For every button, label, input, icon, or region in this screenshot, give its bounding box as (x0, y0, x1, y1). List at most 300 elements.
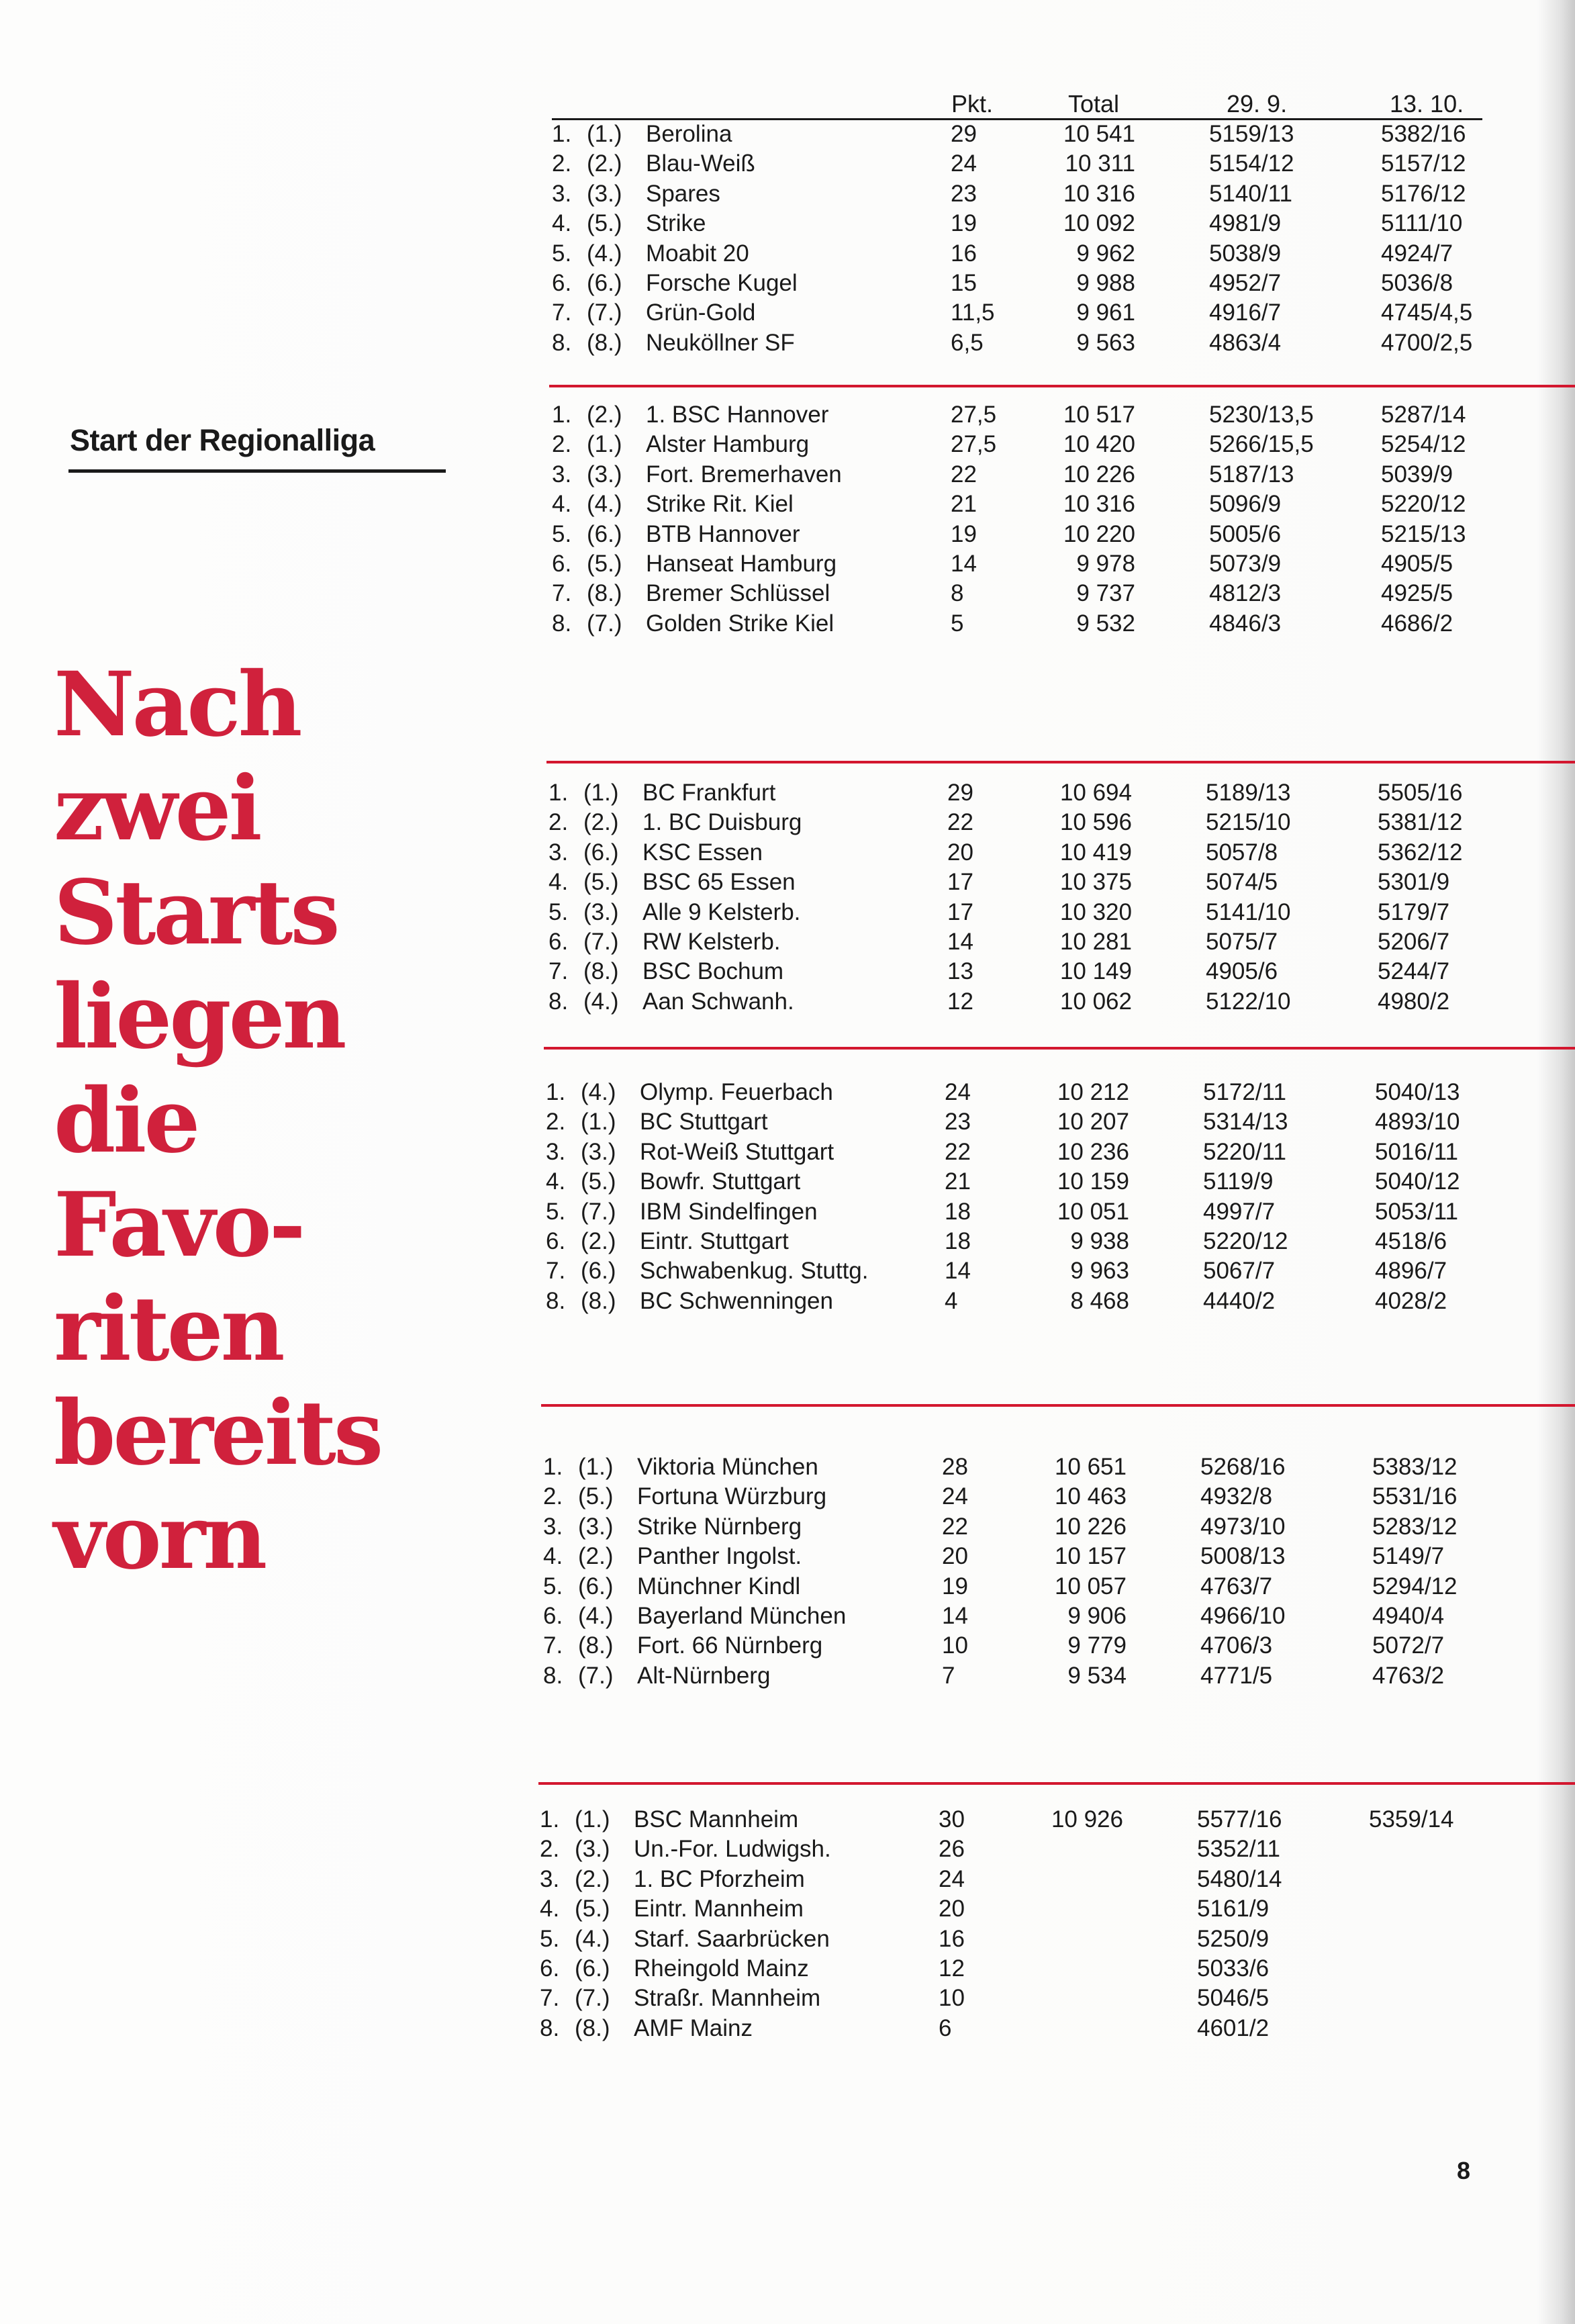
cell-r1: 5352/11 (1197, 1836, 1280, 1863)
cell-r2: 4940/4 (1372, 1603, 1445, 1629)
table-row (0, 868, 1572, 897)
cell-pkt: 7 (942, 1662, 955, 1689)
cell-pkt: 22 (951, 461, 977, 487)
cell-team: Olymp. Feuerbach (640, 1079, 833, 1105)
table-row (0, 1954, 1563, 1984)
cell-team: Rheingold Mainz (634, 1955, 809, 1982)
cell-prev: (1.) (583, 780, 619, 806)
table-row (0, 838, 1572, 868)
cell-r2: 5053/11 (1375, 1198, 1458, 1225)
cell-total: 10 212 (1057, 1079, 1129, 1105)
cell-r1: 5008/13 (1200, 1543, 1286, 1570)
table-row (0, 298, 1575, 328)
header-total: Total (1068, 90, 1120, 118)
cell-rank: 8. (552, 610, 572, 637)
cell-rank: 1. (540, 1806, 560, 1832)
cell-team: Neuköllner SF (646, 329, 795, 356)
cell-prev: (2.) (578, 1543, 614, 1570)
cell-pkt: 20 (939, 1896, 965, 1922)
cell-prev: (4.) (587, 240, 622, 267)
cell-team: Bayerland München (637, 1603, 847, 1629)
cell-r1: 5314/13 (1203, 1109, 1288, 1135)
cell-r1: 4905/6 (1206, 958, 1278, 985)
cell-total: 10 159 (1057, 1168, 1129, 1195)
cell-r2: 4905/5 (1381, 551, 1453, 577)
cell-total: 10 541 (1063, 121, 1135, 147)
cell-team: BSC 65 Essen (642, 869, 796, 896)
cell-team: 1. BSC Hannover (646, 402, 829, 428)
cell-prev: (6.) (587, 520, 622, 547)
cell-team: BC Schwenningen (640, 1287, 833, 1314)
table-row (0, 209, 1575, 238)
cell-r1: 5268/16 (1200, 1454, 1286, 1480)
cell-team: Bowfr. Stuttgart (640, 1168, 801, 1195)
table-row (0, 579, 1575, 608)
cell-r1: 5075/7 (1206, 929, 1278, 955)
table-row (0, 1894, 1563, 1924)
cell-pkt: 20 (942, 1543, 968, 1570)
cell-team: BC Frankfurt (642, 780, 776, 806)
cell-total: 9 961 (1076, 299, 1135, 326)
cell-r1: 5159/13 (1209, 121, 1294, 147)
cell-r1: 4952/7 (1209, 270, 1282, 296)
cell-total: 10 207 (1057, 1109, 1129, 1135)
cell-prev: (2.) (583, 809, 619, 836)
cell-total: 9 737 (1076, 580, 1135, 607)
cell-r1: 5480/14 (1197, 1865, 1282, 1892)
cell-prev: (2.) (587, 150, 622, 177)
table-row (0, 1542, 1566, 1571)
cell-pkt: 12 (939, 1955, 965, 1982)
cell-rank: 4. (548, 869, 569, 896)
cell-r2: 5381/12 (1378, 809, 1463, 836)
cell-r1: 5046/5 (1197, 1985, 1270, 2012)
cell-r2: 4893/10 (1375, 1109, 1460, 1135)
cell-r1: 5057/8 (1206, 839, 1278, 866)
cell-total: 10 311 (1065, 150, 1135, 177)
divider-rule (544, 1047, 1575, 1050)
cell-prev: (7.) (581, 1198, 616, 1225)
cell-r1: 5140/11 (1209, 180, 1292, 207)
cell-r2: 5383/12 (1372, 1454, 1458, 1480)
table-row (0, 1287, 1569, 1316)
cell-rank: 5. (552, 520, 572, 547)
cell-pkt: 14 (951, 551, 977, 577)
table-row (0, 927, 1572, 957)
cell-rank: 7. (546, 1258, 566, 1285)
cell-team: Schwabenkug. Stuttg. (640, 1258, 869, 1285)
cell-r1: 5073/9 (1209, 551, 1282, 577)
cell-rank: 5. (552, 240, 572, 267)
cell-prev: (6.) (581, 1258, 616, 1285)
table-row (0, 1984, 1563, 2013)
cell-r1: 4763/7 (1200, 1573, 1273, 1599)
cell-pkt: 8 (951, 580, 964, 607)
cell-team: Eintr. Mannheim (634, 1896, 804, 1922)
table-row (0, 520, 1575, 549)
cell-prev: (2.) (587, 402, 622, 428)
table-row (0, 1137, 1569, 1167)
cell-rank: 5. (548, 898, 569, 925)
section-subheading: Start der Regionalliga (70, 423, 375, 457)
cell-prev: (8.) (581, 1287, 616, 1314)
cell-rank: 8. (546, 1287, 566, 1314)
cell-prev: (6.) (575, 1955, 610, 1982)
cell-r1: 5005/6 (1209, 520, 1282, 547)
cell-team: RW Kelsterb. (642, 929, 781, 955)
cell-r2: 5036/8 (1381, 270, 1453, 296)
table-row (0, 1197, 1569, 1227)
cell-pkt: 30 (939, 1806, 965, 1832)
cell-total: 10 057 (1054, 1573, 1127, 1599)
cell-r1: 5215/10 (1206, 809, 1291, 836)
cell-pkt: 24 (945, 1079, 971, 1105)
table-row (0, 1512, 1566, 1542)
cell-rank: 5. (546, 1198, 566, 1225)
cell-total: 9 906 (1067, 1603, 1127, 1629)
cell-pkt: 24 (942, 1483, 968, 1510)
cell-rank: 1. (548, 780, 569, 806)
headline-line: liegen (54, 965, 344, 1069)
cell-pkt: 28 (942, 1454, 968, 1480)
cell-r2: 5283/12 (1372, 1513, 1458, 1540)
cell-team: AMF Mainz (634, 2014, 753, 2041)
table-row (0, 328, 1575, 358)
cell-pkt: 4 (945, 1287, 958, 1314)
headline-line: die (54, 1069, 198, 1173)
cell-total: 10 092 (1063, 210, 1135, 237)
cell-r2: 5206/7 (1378, 929, 1450, 955)
cell-pkt: 29 (947, 780, 973, 806)
cell-pkt: 14 (945, 1258, 971, 1285)
table-row (0, 179, 1575, 209)
cell-r2: 4745/4,5 (1381, 299, 1473, 326)
cell-pkt: 18 (945, 1228, 971, 1254)
cell-pkt: 22 (947, 809, 973, 836)
cell-pkt: 6,5 (951, 329, 984, 356)
cell-total: 10 316 (1063, 491, 1135, 518)
cell-team: BTB Hannover (646, 520, 800, 547)
cell-r2: 4896/7 (1375, 1258, 1447, 1285)
table-row (0, 460, 1575, 490)
cell-total: 9 532 (1076, 610, 1135, 637)
headline-line: bereits (54, 1381, 381, 1485)
cell-r2: 5382/16 (1381, 121, 1466, 147)
table-row (0, 778, 1572, 808)
cell-pkt: 12 (947, 988, 973, 1015)
cell-rank: 5. (543, 1573, 563, 1599)
cell-team: Panther Ingolst. (637, 1543, 802, 1570)
cell-r1: 5187/13 (1209, 461, 1294, 487)
cell-r1: 4706/3 (1200, 1632, 1273, 1659)
cell-total: 10 062 (1059, 988, 1132, 1015)
cell-r1: 5067/7 (1203, 1258, 1276, 1285)
cell-team: Straßr. Mannheim (634, 1985, 821, 2012)
table-row (0, 1924, 1563, 1954)
cell-r2: 4924/7 (1381, 240, 1453, 267)
cell-total: 10 320 (1059, 898, 1132, 925)
cell-prev: (4.) (583, 988, 619, 1015)
cell-r1: 5122/10 (1206, 988, 1291, 1015)
cell-total: 9 563 (1076, 329, 1135, 356)
cell-r2: 5301/9 (1378, 869, 1450, 896)
cell-total: 10 694 (1059, 780, 1132, 806)
cell-pkt: 10 (942, 1632, 968, 1659)
cell-total: 10 463 (1054, 1483, 1127, 1510)
cell-prev: (6.) (578, 1573, 614, 1599)
table-row (0, 269, 1575, 298)
cell-prev: (3.) (578, 1513, 614, 1540)
cell-pkt: 10 (939, 1985, 965, 2012)
cell-team: Fort. 66 Nürnberg (637, 1632, 823, 1659)
cell-pkt: 16 (939, 1925, 965, 1952)
cell-team: 1. BC Duisburg (642, 809, 802, 836)
cell-rank: 1. (546, 1079, 566, 1105)
cell-r2: 5359/14 (1369, 1806, 1454, 1832)
cell-prev: (8.) (583, 958, 619, 985)
cell-pkt: 19 (951, 210, 977, 237)
cell-pkt: 27,5 (951, 402, 997, 428)
cell-r2: 5157/12 (1381, 150, 1466, 177)
cell-prev: (4.) (587, 491, 622, 518)
header-round2: 13. 10. (1390, 90, 1464, 118)
table-row (0, 1661, 1566, 1691)
cell-r1: 5033/6 (1197, 1955, 1270, 1982)
cell-total: 10 220 (1063, 520, 1135, 547)
cell-r2: 5111/10 (1381, 210, 1463, 237)
cell-prev: (6.) (587, 270, 622, 296)
cell-team: Strike Rit. Kiel (646, 491, 794, 518)
cell-pkt: 14 (942, 1603, 968, 1629)
cell-pkt: 24 (951, 150, 977, 177)
table-row (0, 400, 1575, 430)
divider-rule (538, 1782, 1575, 1785)
headline-line: Starts (54, 861, 338, 965)
cell-rank: 7. (552, 580, 572, 607)
cell-rank: 6. (552, 551, 572, 577)
cell-rank: 4. (546, 1168, 566, 1195)
cell-r1: 5154/12 (1209, 150, 1294, 177)
cell-total: 10 157 (1054, 1543, 1127, 1570)
cell-r1: 4997/7 (1203, 1198, 1276, 1225)
cell-pkt: 29 (951, 121, 977, 147)
cell-team: Münchner Kindl (637, 1573, 801, 1599)
cell-prev: (1.) (578, 1454, 614, 1480)
cell-team: BSC Bochum (642, 958, 784, 985)
cell-rank: 1. (543, 1454, 563, 1480)
cell-r1: 4966/10 (1200, 1603, 1286, 1629)
page-number: 8 (1457, 2157, 1471, 2184)
header-pkt: Pkt. (951, 90, 994, 118)
table-row (0, 1572, 1566, 1601)
table-row (0, 987, 1572, 1017)
cell-r2: 5362/12 (1378, 839, 1463, 866)
cell-prev: (3.) (587, 180, 622, 207)
cell-total: 10 596 (1059, 809, 1132, 836)
header-round1: 29. 9. (1227, 90, 1288, 118)
cell-r2: 5220/12 (1381, 491, 1466, 518)
table-row (0, 549, 1575, 579)
cell-team: Alle 9 Kelsterb. (642, 898, 801, 925)
table-row (0, 149, 1575, 179)
cell-r2: 5149/7 (1372, 1543, 1445, 1570)
cell-total: 9 978 (1076, 551, 1135, 577)
cell-r1: 5189/13 (1206, 780, 1291, 806)
cell-rank: 5. (540, 1925, 560, 1952)
cell-team: Bremer Schlüssel (646, 580, 830, 607)
cell-r2: 5072/7 (1372, 1632, 1445, 1659)
cell-rank: 4. (543, 1543, 563, 1570)
cell-rank: 6. (552, 270, 572, 296)
cell-rank: 4. (552, 491, 572, 518)
cell-pkt: 13 (947, 958, 973, 985)
cell-prev: (1.) (575, 1806, 610, 1832)
cell-prev: (8.) (587, 329, 622, 356)
cell-prev: (7.) (587, 610, 622, 637)
cell-r2: 4980/2 (1378, 988, 1450, 1015)
cell-team: Aan Schwanh. (642, 988, 794, 1015)
cell-pkt: 6 (939, 2014, 952, 2041)
cell-total: 10 149 (1059, 958, 1132, 985)
cell-pkt: 5 (951, 610, 964, 637)
cell-r2: 4518/6 (1375, 1228, 1447, 1254)
cell-prev: (7.) (587, 299, 622, 326)
cell-r1: 5230/13,5 (1209, 402, 1314, 428)
cell-prev: (7.) (583, 929, 619, 955)
cell-total: 10 051 (1057, 1198, 1129, 1225)
cell-prev: (5.) (578, 1483, 614, 1510)
divider-rule (549, 385, 1575, 387)
cell-total: 10 651 (1054, 1454, 1127, 1480)
cell-r1: 4981/9 (1209, 210, 1282, 237)
cell-rank: 2. (548, 809, 569, 836)
table-row (0, 1482, 1566, 1512)
cell-prev: (5.) (587, 210, 622, 237)
cell-rank: 3. (543, 1513, 563, 1540)
cell-pkt: 16 (951, 240, 977, 267)
cell-r1: 5119/9 (1203, 1168, 1274, 1195)
cell-pkt: 18 (945, 1198, 971, 1225)
cell-r1: 5220/11 (1203, 1138, 1286, 1165)
cell-r1: 5220/12 (1203, 1228, 1288, 1254)
cell-rank: 7. (543, 1632, 563, 1659)
cell-r1: 5266/15,5 (1209, 431, 1314, 458)
cell-total: 9 988 (1076, 270, 1135, 296)
cell-rank: 3. (552, 461, 572, 487)
cell-r2: 5254/12 (1381, 431, 1466, 458)
cell-total: 10 236 (1057, 1138, 1129, 1165)
cell-rank: 1. (552, 402, 572, 428)
cell-rank: 2. (543, 1483, 563, 1510)
cell-prev: (4.) (575, 1925, 610, 1952)
cell-rank: 6. (548, 929, 569, 955)
table-row (0, 239, 1575, 269)
cell-r1: 5038/9 (1209, 240, 1282, 267)
cell-rank: 2. (552, 431, 572, 458)
cell-team: Eintr. Stuttgart (640, 1228, 789, 1254)
cell-pkt: 20 (947, 839, 973, 866)
cell-r1: 4601/2 (1197, 2014, 1270, 2041)
cell-team: Hanseat Hamburg (646, 551, 837, 577)
cell-prev: (5.) (587, 551, 622, 577)
cell-r1: 4440/2 (1203, 1287, 1276, 1314)
cell-prev: (8.) (587, 580, 622, 607)
cell-prev: (5.) (583, 869, 619, 896)
table-row (0, 1256, 1569, 1286)
cell-team: Grün-Gold (646, 299, 756, 326)
cell-pkt: 24 (939, 1865, 965, 1892)
cell-prev: (1.) (581, 1109, 616, 1135)
headline-line: riten (54, 1277, 283, 1381)
cell-total: 10 226 (1054, 1513, 1127, 1540)
cell-team: KSC Essen (642, 839, 763, 866)
cell-pkt: 11,5 (951, 299, 995, 326)
cell-rank: 3. (552, 180, 572, 207)
cell-rank: 4. (552, 210, 572, 237)
table-row (0, 898, 1572, 927)
table-row (0, 808, 1572, 837)
headline-line: Nach (54, 653, 300, 757)
cell-rank: 4. (540, 1896, 560, 1922)
cell-r2: 5016/11 (1375, 1138, 1458, 1165)
table-row (0, 1805, 1563, 1834)
table-row (0, 1227, 1569, 1256)
divider-rule (546, 761, 1575, 763)
cell-prev: (5.) (575, 1896, 610, 1922)
cell-pkt: 22 (945, 1138, 971, 1165)
cell-team: Forsche Kugel (646, 270, 798, 296)
cell-prev: (5.) (581, 1168, 616, 1195)
cell-prev: (1.) (587, 431, 622, 458)
cell-r1: 5074/5 (1206, 869, 1278, 896)
cell-r2: 5287/14 (1381, 402, 1466, 428)
cell-prev: (6.) (583, 839, 619, 866)
cell-r2: 5040/13 (1375, 1079, 1460, 1105)
cell-r2: 4763/2 (1372, 1662, 1445, 1689)
cell-pkt: 17 (947, 898, 973, 925)
cell-total: 10 375 (1059, 869, 1132, 896)
cell-team: IBM Sindelfingen (640, 1198, 818, 1225)
cell-r2: 5294/12 (1372, 1573, 1458, 1599)
cell-r2: 5505/16 (1378, 780, 1463, 806)
cell-team: Spares (646, 180, 720, 207)
cell-team: Moabit 20 (646, 240, 749, 267)
cell-r1: 4973/10 (1200, 1513, 1286, 1540)
cell-prev: (2.) (575, 1865, 610, 1892)
cell-r1: 4846/3 (1209, 610, 1282, 637)
table-row (0, 957, 1572, 986)
cell-team: 1. BC Pforzheim (634, 1865, 805, 1892)
cell-r1: 5172/11 (1203, 1079, 1286, 1105)
cell-total: 10 226 (1063, 461, 1135, 487)
cell-prev: (3.) (581, 1138, 616, 1165)
cell-pkt: 19 (951, 520, 977, 547)
headline-line: zwei (54, 757, 260, 861)
cell-prev: (8.) (578, 1632, 614, 1659)
cell-team: Alster Hamburg (646, 431, 810, 458)
cell-rank: 7. (552, 299, 572, 326)
cell-r2: 4686/2 (1381, 610, 1453, 637)
cell-rank: 8. (540, 2014, 560, 2041)
cell-pkt: 23 (951, 180, 977, 207)
cell-pkt: 23 (945, 1109, 971, 1135)
cell-rank: 2. (540, 1836, 560, 1863)
headline-line: vorn (54, 1485, 265, 1589)
cell-team: Fort. Bremerhaven (646, 461, 842, 487)
cell-team: BC Stuttgart (640, 1109, 768, 1135)
cell-r1: 5250/9 (1197, 1925, 1270, 1952)
cell-prev: (8.) (575, 2014, 610, 2041)
